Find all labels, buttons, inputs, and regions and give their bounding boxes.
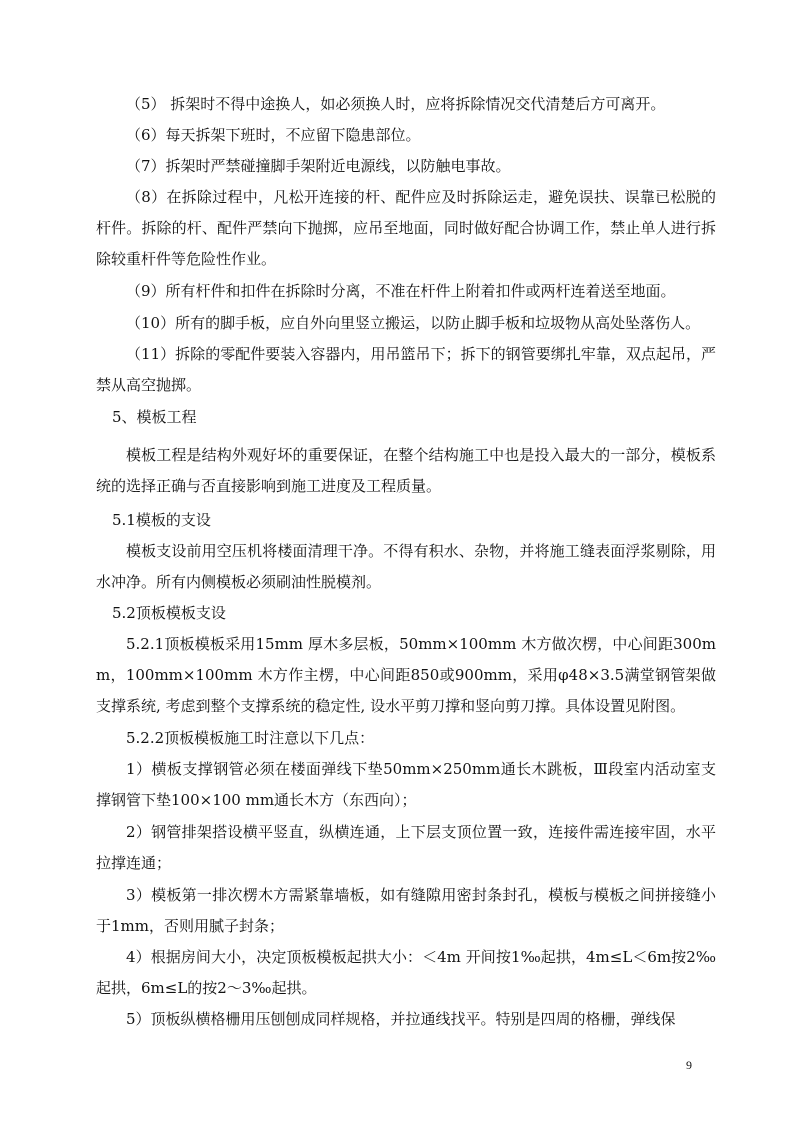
list-item-2: 2）钢管排架搭设横平竖直，纵横连通，上下层支顶位置一致，连接件需连接牢固，水平拉撑连通； bbox=[96, 823, 716, 872]
paragraph-5-1-body: 模板支设前用空压机将楼面清理干净。不得有积水、杂物，并将施工缝表面浮浆剔除，用水冲净。所有内侧模板必须刷油性脱模剂。 bbox=[96, 542, 716, 591]
subsection-heading-5-1: 5.1模板的支设 bbox=[112, 511, 211, 529]
paragraph-dismantle-7: （7）拆架时严禁碰撞脚手架附近电源线，以防触电事故。 bbox=[126, 157, 511, 175]
subsection-heading-5-2: 5.2顶板模板支设 bbox=[112, 604, 226, 622]
paragraph-dismantle-8: （8）在拆除过程中，凡松开连接的杆、配件应及时拆除运走，避免误扶、误靠已松脱的杆件。拆除的杆、配件严禁向下抛掷，应吊至地面，同时做好配合协调工作，禁止单人进行拆除较重杆件等危险性作业。 bbox=[96, 188, 716, 268]
paragraph-dismantle-11: （11）拆除的零配件要装入容器内，用吊篮吊下；拆下的钢管要绑扎牢靠，双点起吊，严禁从高空抛掷。 bbox=[96, 345, 716, 394]
paragraph-5-2-1: 5.2.1顶板模板采用15mm 厚木多层板，50mm×100mm 木方做次楞，中心间距300mm，100mm×100mm 木方作主楞，中心间距850或900mm，采用φ48×3.5满堂钢管架做支撑系统, 考虑到整个支撑系统的稳定性, 设水平剪刀撑和竖向剪刀撑。具体设置见附图。 bbox=[96, 635, 716, 715]
paragraph-formwork-intro: 模板工程是结构外观好坏的重要保证，在整个结构施工中也是投入最大的一部分，模板系统的选择正确与否直接影响到施工进度及工程质量。 bbox=[96, 446, 716, 495]
list-item-4: 4）根据房间大小，决定顶板模板起拱大小：＜4m 开间按1‰起拱，4m≤L＜6m按2‰起拱，6m≤L的按2～3‰起拱。 bbox=[96, 948, 716, 997]
paragraph-dismantle-10: （10）所有的脚手板，应自外向里竖立搬运，以防止脚手板和垃圾物从高处坠落伤人。 bbox=[126, 314, 701, 332]
section-heading-formwork: 5、模板工程 bbox=[112, 408, 197, 426]
list-item-3: 3）模板第一排次楞木方需紧靠墙板，如有缝隙用密封条封孔，模板与模板之间拼接缝小于1mm，否则用腻子封条； bbox=[96, 886, 716, 935]
paragraph-dismantle-6: （6）每天拆架下班时，不应留下隐患部位。 bbox=[126, 126, 421, 144]
paragraph-dismantle-9: （9）所有杆件和扣件在拆除时分离，不准在杆件上附着扣件或两杆连着送至地面。 bbox=[126, 282, 676, 300]
paragraph-dismantle-5: （5） 拆架时不得中途换人，如必须换人时，应将拆除情况交代清楚后方可离开。 bbox=[126, 95, 666, 113]
paragraph-5-2-2: 5.2.2顶板模板施工时注意以下几点： bbox=[126, 729, 375, 747]
list-item-1: 1）横板支撑钢管必须在楼面弹线下垫50mm×250mm通长木跳板，Ⅲ段室内活动室支撑钢管下垫100×100 mm通长木方（东西向）； bbox=[96, 760, 716, 809]
list-item-5: 5）顶板纵横格栅用压刨刨成同样规格，并拉通线找平。特别是四周的格栅，弹线保 bbox=[126, 1010, 676, 1028]
page-number: 9 bbox=[686, 1058, 692, 1072]
